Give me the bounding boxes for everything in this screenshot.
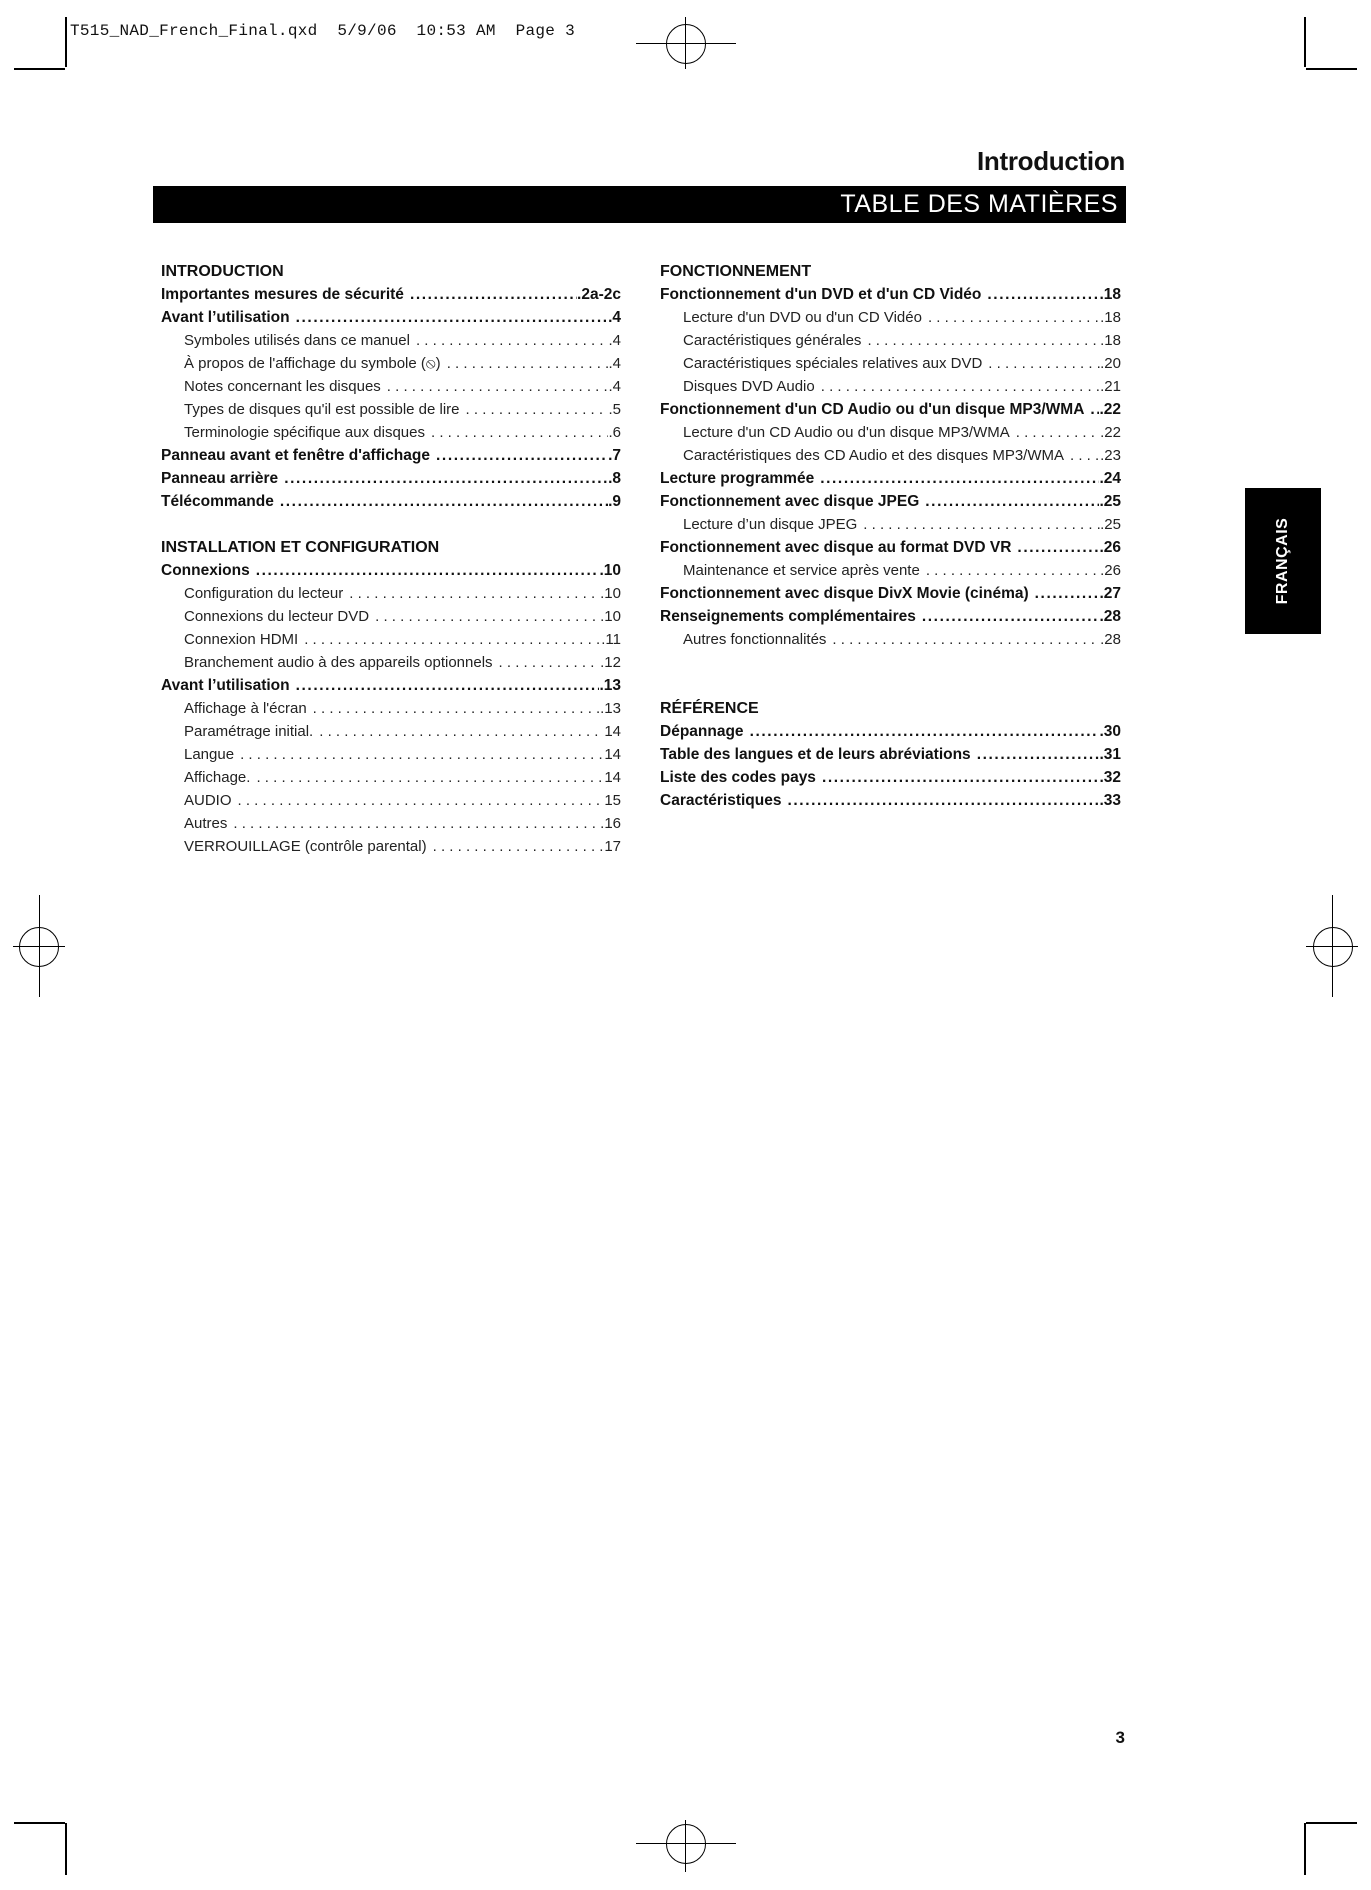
toc-subentry[interactable]: Terminologie spécifique aux disques . . . .6 bbox=[161, 421, 621, 444]
toc-subentry[interactable]: Lecture d’un disque JPEG . . . .25 bbox=[660, 513, 1121, 536]
toc-entry[interactable]: Fonctionnement d'un CD Audio ou d'un disque MP3/WMA ..... .22 bbox=[660, 398, 1121, 421]
toc-entry[interactable]: Lecture programmée ..... .24 bbox=[660, 467, 1121, 490]
toc-subentry[interactable]: Symboles utilisés dans ce manuel . . . .4 bbox=[161, 329, 621, 352]
toc-left-column bbox=[161, 260, 621, 858]
toc-subentry[interactable]: Lecture d'un CD Audio ou d'un disque MP3/WMA . . . .22 bbox=[660, 421, 1121, 444]
toc-subentry[interactable]: Affichage. . . . 14 bbox=[161, 766, 621, 789]
toc-entry[interactable]: Panneau arrière ..... .8 bbox=[161, 467, 621, 490]
toc-entry[interactable]: Télécommande ..... .9 bbox=[161, 490, 621, 513]
toc-subentry[interactable]: Langue . . . 14 bbox=[161, 743, 621, 766]
section-gap bbox=[660, 674, 1121, 697]
toc-subentry[interactable]: Connexions du lecteur DVD . . . .10 bbox=[161, 605, 621, 628]
toc-subentry[interactable]: Maintenance et service après vente . . . .26 bbox=[660, 559, 1121, 582]
crop-mark bbox=[1304, 1823, 1306, 1875]
toc-entry[interactable]: Fonctionnement d'un DVD et d'un CD Vidéo ..... .18 bbox=[660, 283, 1121, 306]
section-gap bbox=[660, 651, 1121, 674]
page-title: TABLE DES MATIÈRES bbox=[840, 190, 1118, 218]
toc-entry[interactable]: Fonctionnement avec disque DivX Movie (cinéma) ..... .27 bbox=[660, 582, 1121, 605]
toc-subentry[interactable]: Caractéristiques spéciales relatives aux DVD . . . .20 bbox=[660, 352, 1121, 375]
toc-subentry[interactable]: Affichage à l'écran . . . .13 bbox=[161, 697, 621, 720]
section-title: Introduction bbox=[976, 146, 1125, 176]
toc-entry[interactable]: Fonctionnement avec disque JPEG ..... .25 bbox=[660, 490, 1121, 513]
toc-entry[interactable]: Panneau avant et fenêtre d'affichage ..... .7 bbox=[161, 444, 621, 467]
language-tab-label: FRANÇAIS bbox=[1274, 517, 1291, 605]
crop-mark bbox=[1306, 68, 1357, 70]
printer-slug: T515_NAD_French_Final.qxd 5/9/06 10:53 AM Page 3 bbox=[70, 22, 575, 40]
crop-mark bbox=[65, 1823, 67, 1875]
toc-subentry[interactable]: Lecture d'un DVD ou d'un CD Vidéo . . . .18 bbox=[660, 306, 1121, 329]
toc-entry[interactable]: Caractéristiques ..... .33 bbox=[660, 789, 1121, 812]
registration-mark-line bbox=[685, 17, 686, 69]
title-bar bbox=[153, 186, 1126, 223]
toc-entry[interactable]: Connexions ..... .10 bbox=[161, 559, 621, 582]
registration-mark-line bbox=[636, 43, 736, 44]
registration-mark-line bbox=[39, 895, 40, 997]
crop-mark bbox=[14, 1822, 65, 1824]
toc-subentry[interactable]: Types de disques qu'il est possible de lire . . . .5 bbox=[161, 398, 621, 421]
toc-subentry[interactable]: Caractéristiques des CD Audio et des disques MP3/WMA . . . .23 bbox=[660, 444, 1121, 467]
crop-mark bbox=[1304, 17, 1306, 67]
toc-entry[interactable]: Liste des codes pays ..... .32 bbox=[660, 766, 1121, 789]
page-number: 3 bbox=[1115, 1728, 1125, 1747]
toc-section-heading: RÉFÉRENCE bbox=[660, 700, 759, 717]
toc-right-column bbox=[660, 260, 1121, 812]
toc-subentry[interactable]: Disques DVD Audio . . . .21 bbox=[660, 375, 1121, 398]
toc-section-heading: FONCTIONNEMENT bbox=[660, 263, 812, 280]
toc-entry[interactable]: Renseignements complémentaires ..... .28 bbox=[660, 605, 1121, 628]
toc-subentry[interactable]: Autres fonctionnalités . . . .28 bbox=[660, 628, 1121, 651]
registration-mark bbox=[666, 1824, 706, 1864]
crop-mark bbox=[1306, 1822, 1357, 1824]
toc-entry[interactable]: Avant l’utilisation ..... .4 bbox=[161, 306, 621, 329]
toc-subentry[interactable]: Autres . . . 16 bbox=[161, 812, 621, 835]
registration-mark-line bbox=[1332, 895, 1333, 997]
toc-section-heading: INSTALLATION ET CONFIGURATION bbox=[161, 539, 440, 556]
toc-entry[interactable]: Fonctionnement avec disque au format DVD VR ..... .26 bbox=[660, 536, 1121, 559]
toc-subentry[interactable]: AUDIO . . . 15 bbox=[161, 789, 621, 812]
registration-mark bbox=[1313, 927, 1353, 967]
registration-mark bbox=[666, 24, 706, 64]
toc-entry[interactable]: Table des langues et de leurs abréviations ..... .31 bbox=[660, 743, 1121, 766]
toc-subentry[interactable]: Paramétrage initial. . . . 14 bbox=[161, 720, 621, 743]
toc-subentry[interactable]: Connexion HDMI . . . .11 bbox=[161, 628, 621, 651]
crop-mark bbox=[14, 68, 65, 70]
crop-mark bbox=[65, 17, 67, 67]
toc-section-heading: INTRODUCTION bbox=[161, 263, 284, 280]
registration-mark-line bbox=[685, 1820, 686, 1872]
registration-mark-line bbox=[636, 1843, 736, 1844]
toc-subentry[interactable]: Caractéristiques générales . . . .18 bbox=[660, 329, 1121, 352]
toc-entry[interactable]: Avant l’utilisation ..... .13 bbox=[161, 674, 621, 697]
toc-subentry[interactable]: À propos de l'affichage du symbole (⦸) . . . .4 bbox=[161, 352, 621, 375]
toc-subentry[interactable]: VERROUILLAGE (contrôle parental) . . . 17 bbox=[161, 835, 621, 858]
toc-entry[interactable]: Importantes mesures de sécurité ..... .2a-2c bbox=[161, 283, 621, 306]
toc-subentry[interactable]: Configuration du lecteur . . . .10 bbox=[161, 582, 621, 605]
language-tab bbox=[1245, 488, 1321, 634]
toc-subentry[interactable]: Branchement audio à des appareils optionnels . . . .12 bbox=[161, 651, 621, 674]
toc-subentry[interactable]: Notes concernant les disques . . . .4 bbox=[161, 375, 621, 398]
section-gap bbox=[161, 513, 621, 536]
toc-entry[interactable]: Dépannage ..... .30 bbox=[660, 720, 1121, 743]
